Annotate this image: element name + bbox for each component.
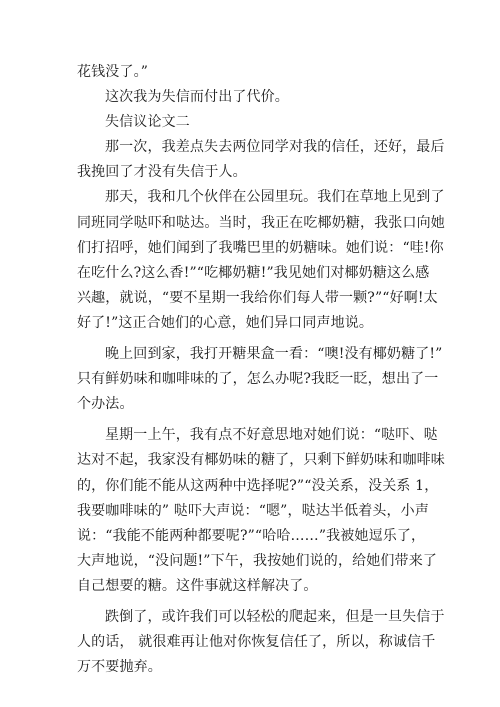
text-line: 们打招呼，她们闻到了我嘴巴里的奶糖味。她们说：“哇!你 — [77, 239, 444, 256]
paragraph-monday — [77, 423, 445, 599]
text-line: 好了!”这正合她们的心意，她们异口同声地说。 — [77, 314, 374, 331]
text-line: 同班同学哒吓和哒达。当时，我正在吃椰奶糖，我张口向她 — [77, 214, 445, 231]
text-line: 的，你们能不能从这两种中选择呢?”“没关系，没关系 1， — [77, 477, 439, 494]
text-line: 这次我为失信而付出了代价。 — [105, 89, 289, 106]
paragraph-evening — [77, 342, 443, 417]
paragraph-park — [77, 185, 445, 336]
text-line: 自己想要的糖。这件事就这样解决了。 — [77, 577, 318, 594]
text-line: 大声地说，“没问题!”下午，我按她们说的，给她们带来了 — [77, 552, 437, 569]
text-line: 花钱没了。” — [77, 64, 149, 80]
text-line: 只有鲜奶味和咖啡味的了，怎么办呢?我眨一眨，想出了一 — [77, 371, 439, 388]
document-page — [77, 60, 445, 680]
text-line: 那一次，我差点失去两位同学对我的信任，还好，最后 — [105, 139, 445, 156]
text-line: 在吃什么?这么香!”“吃椰奶糖!”我见她们对椰奶糖这么感 — [77, 264, 430, 281]
text-line: 人的话， 就很难再让他对你恢复信任了，所以，称诚信千 — [77, 634, 436, 651]
text-line: 那天，我和几个伙伴在公园里玩。我们在草地上见到了 — [105, 189, 445, 206]
text-line: 说：“我能不能两种都要呢?”“哈哈……”我被她逗乐了， — [77, 527, 426, 544]
text-line: 达对不起，我家没有椰奶味的糖了，只剩下鲜奶味和咖啡味 — [77, 452, 445, 469]
text-line: 晚上回到家，我打开糖果盒一看：“噢!没有椰奶糖了!” — [105, 346, 443, 363]
paragraph-ending-quote — [77, 60, 426, 85]
text-line: 个办法。 — [77, 396, 134, 413]
text-line: 兴趣，就说，“要不星期一我给你们每人带一颗?”“好啊!太 — [77, 289, 438, 306]
text-line: 我挽回了才没有失信于人。 — [77, 164, 247, 181]
paragraph-price-of-broken-promise — [77, 85, 426, 110]
text-line: 跌倒了，或许我们可以轻松的爬起来，但是一旦失信于 — [105, 608, 445, 625]
essay-title-text: 失信议论文二 — [105, 114, 190, 131]
text-line: 星期一上午，我有点不好意思地对她们说：“哒吓、哒 — [105, 427, 438, 444]
text-line: 万不要抛弃。 — [77, 659, 162, 676]
text-line: 我要咖啡味的” 哒吓大声说：“嗯”，哒达半低着头，小声 — [77, 502, 429, 519]
essay-title — [77, 110, 426, 135]
paragraph-intro — [77, 135, 445, 185]
paragraph-conclusion — [77, 605, 445, 680]
